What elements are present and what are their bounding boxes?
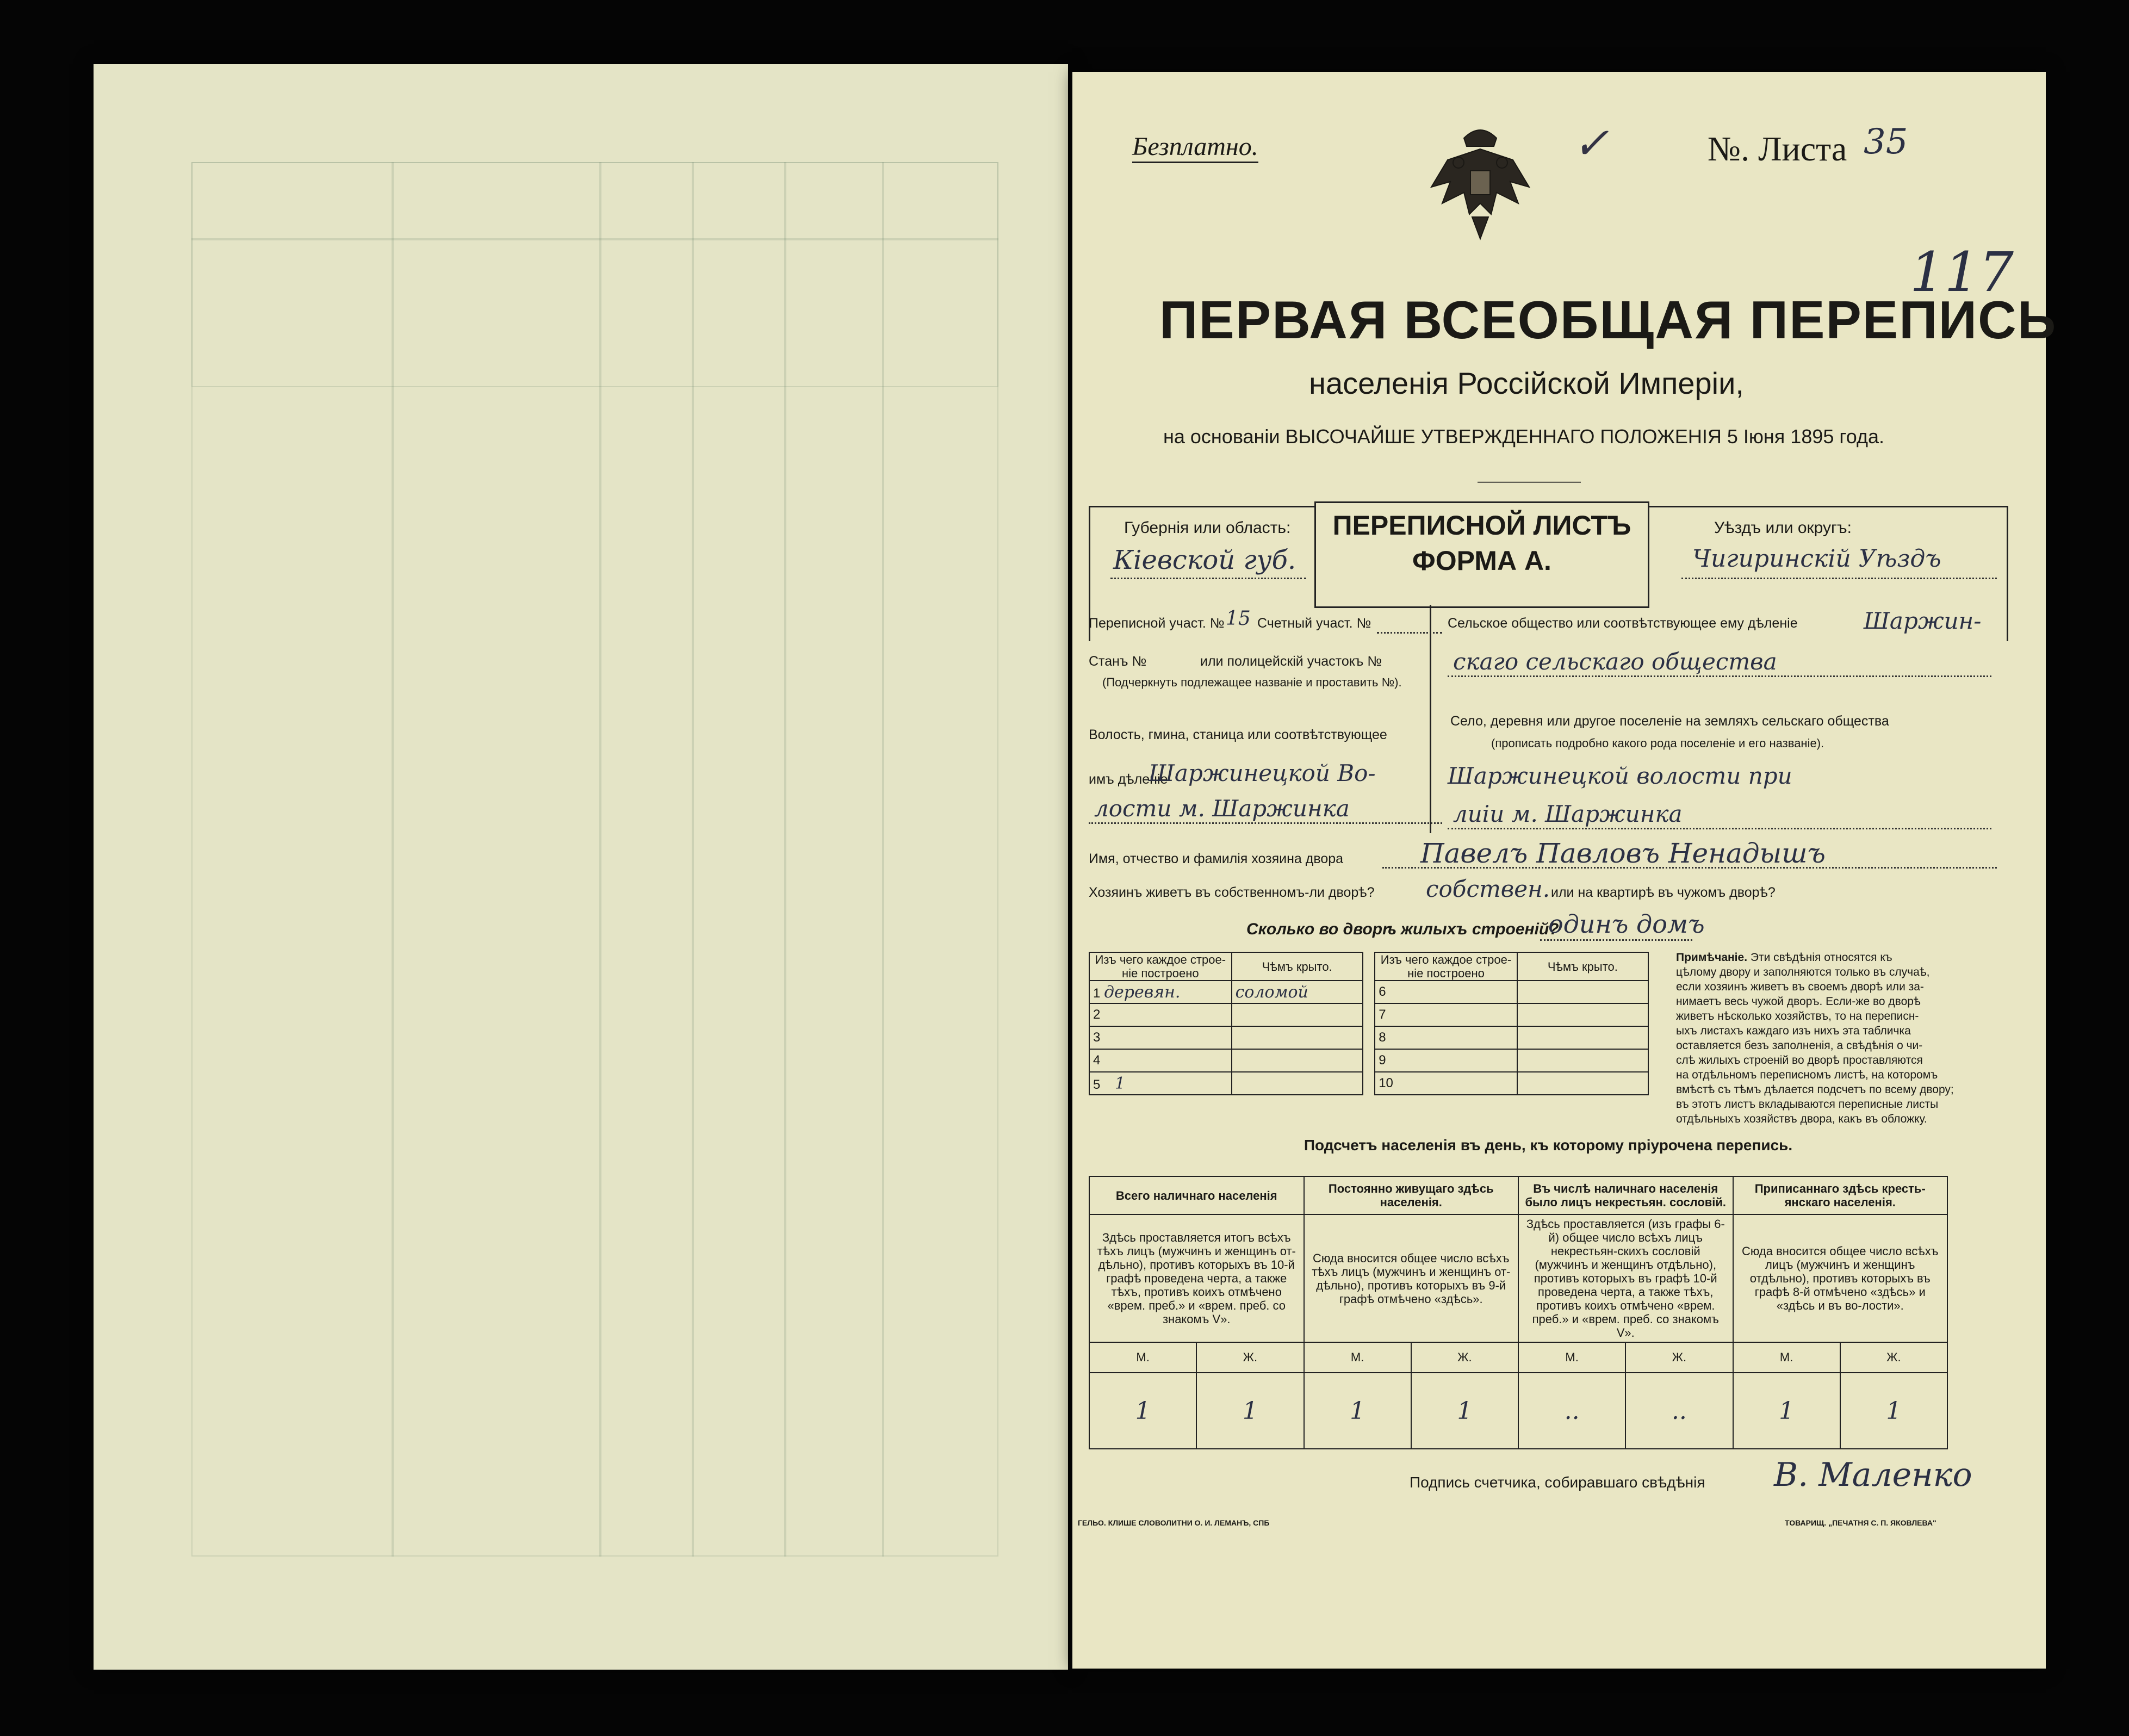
village-value: Шаржинецкой волости при <box>1448 762 1792 789</box>
uezd-underline <box>1681 578 1997 579</box>
village-label: Село, деревня или другое поселеніе на земляхъ сельскаго общества <box>1450 714 1889 729</box>
note-line: Эти свѣдѣнія относятся къ <box>1750 951 1892 964</box>
count-value: .. <box>1625 1373 1733 1449</box>
male-header: М. <box>1518 1342 1625 1373</box>
male-header: М. <box>1089 1342 1196 1373</box>
buildings-underline <box>1540 939 1692 941</box>
roof-cell: соломой <box>1232 981 1363 1003</box>
faded-column-line <box>692 162 694 1557</box>
stan-label: Станъ № <box>1089 654 1147 669</box>
row-number: 1 <box>1093 985 1101 1001</box>
note-line: вмѣстѣ съ тѣмъ дѣлается подсчетъ по всему двору; <box>1676 1083 1954 1096</box>
owner-name-underline <box>1382 867 1997 869</box>
check-mark: ✓ <box>1573 118 1610 169</box>
owner-name-value: Павелъ Павловъ Ненадышъ <box>1420 838 1826 869</box>
faded-column-line <box>392 162 394 1557</box>
faded-column-line <box>784 162 786 1557</box>
society-label: Сельское общество или соотвѣтствующее ему дѣленіе <box>1448 616 1798 631</box>
gubernia-value: Кіевской губ. <box>1113 545 1296 575</box>
row-number: 4 <box>1089 1049 1232 1072</box>
table-row <box>1089 981 1648 1003</box>
form-title: ПЕРВАЯ ВСЕОБЩАЯ ПЕРЕПИСЬ <box>1159 290 2057 350</box>
note-line: отдѣльныхъ хозяйствъ двора, какъ въ обложку. <box>1676 1113 1927 1125</box>
footer-right: ТОВАРИЩ. „ПЕЧАТНЯ С. П. ЯКОВЛЕВА" <box>1785 1518 1936 1527</box>
count-value: 1 <box>1411 1373 1518 1449</box>
row-number: 10 <box>1375 1072 1517 1095</box>
row-number: 5 <box>1093 1077 1101 1092</box>
village-underline <box>1448 828 1991 829</box>
uchastok-label: Переписной участ. № <box>1089 616 1225 631</box>
census-form-page <box>1072 72 2057 1669</box>
imperial-eagle-icon <box>1426 122 1535 247</box>
count-value: .. <box>1518 1373 1625 1449</box>
uchastok-value: 15 <box>1226 607 1251 630</box>
row-number: 6 <box>1375 981 1517 1003</box>
note-line: ыхъ листахъ каждаго изъ нихъ эта табличка <box>1676 1025 1911 1037</box>
uezd-value: Чигиринскій Уѣздъ <box>1692 545 1941 573</box>
buildings-value: одинъ домъ <box>1548 909 1705 939</box>
village-note: (прописать подробно какого рода поселеніе и его названіе). <box>1491 736 1824 750</box>
table-row <box>1089 1049 1648 1072</box>
faded-table-header <box>191 162 998 240</box>
underline-note: (Подчеркнуть подлежащее названіе и проставить №). <box>1102 675 1402 689</box>
count-head-4: Приписаннаго здѣсь кресть-янскаго населенія. <box>1733 1176 1948 1214</box>
volost-value2: лости м. Шаржинка <box>1094 795 1350 822</box>
count-value: 1 <box>1304 1373 1411 1449</box>
owner-lives-value: собствен. <box>1426 876 1550 902</box>
note-line: живетъ нѣсколько хозяйствъ, то на переписн- <box>1676 1010 1919 1022</box>
faded-table-header-2 <box>191 238 998 387</box>
buildings-table-header <box>1089 952 1648 981</box>
material-cell: деревян. <box>1104 982 1181 1002</box>
signature-label: Подпись счетчика, собиравшаго свѣдѣнія <box>1410 1474 1705 1491</box>
volost-underline <box>1089 822 1442 824</box>
count-desc-3: Здѣсь проставляется (изъ графы 6-й) общее число всѣхъ лицъ некрестьян-скихъ сословій (мужчинъ и женщинъ отдѣльно), противъ которыхъ въ графѣ 10-й проведена черта, а также тѣхъ, противъ коихъ отмѣчено «врем. преб.» и «врем. преб. со знакомъ V». <box>1518 1214 1733 1342</box>
volost-label2: имъ дѣленіе <box>1089 772 1168 787</box>
note-line: въ этотъ листъ вкладываются переписные листы <box>1676 1098 1939 1111</box>
archive-number: 117 <box>1910 240 2014 304</box>
count-title: Подсчетъ населенія въ день, къ которому пріурочена перепись. <box>1304 1137 1793 1154</box>
note-line: если хозяинъ живетъ въ своемъ дворѣ или за- <box>1676 981 1924 993</box>
ornament-divider <box>1478 481 1581 483</box>
count-head-1: Всего наличнаго населенія <box>1089 1176 1304 1214</box>
note-line: слѣ жилыхъ строеній во дворѣ проставляются <box>1676 1054 1923 1067</box>
schetny-label: Счетный участ. № <box>1257 616 1371 631</box>
faded-column-line <box>882 162 884 1557</box>
schetny-underline <box>1377 632 1442 634</box>
sheet-number-label: №. Листа <box>1708 129 1847 168</box>
roof-header-2: Чѣмъ крыто. <box>1517 952 1648 981</box>
count-head-3: Въ числѣ наличнаго населенія было лицъ некрестьян. сословій. <box>1518 1176 1733 1214</box>
female-header: Ж. <box>1625 1342 1733 1373</box>
owner-lives-label: Хозяинъ живетъ въ собственномъ-ли дворѣ? <box>1089 885 1375 900</box>
row-number: 2 <box>1089 1003 1232 1026</box>
note-lead: Примѣчаніе. <box>1676 951 1748 964</box>
note-line: на отдѣльномъ переписномъ листѣ, на которомъ <box>1676 1069 1938 1081</box>
material-header: Изъ чего каждое строе-ніе построено <box>1089 952 1232 981</box>
female-header: Ж. <box>1411 1342 1518 1373</box>
material-header-2: Изъ чего каждое строе-ніе построено <box>1375 952 1517 981</box>
footer-left: ГЕЛЬО. КЛИШЕ СЛОВОЛИТНИ О. И. ЛЕМАНЪ, СПБ <box>1078 1518 1270 1527</box>
signature-value: В. Маленко <box>1774 1456 1972 1494</box>
male-header: М. <box>1733 1342 1840 1373</box>
count-value: 1 <box>1196 1373 1304 1449</box>
sheet-number-value: 35 <box>1864 122 1908 162</box>
note-block <box>1676 950 1981 1126</box>
note-line: нимаетъ весь чужой дворъ. Если-же во дворѣ <box>1676 995 1921 1008</box>
table-row <box>1089 1003 1648 1026</box>
gubernia-underline <box>1110 578 1306 579</box>
row-number: 8 <box>1375 1026 1517 1049</box>
form-type-line2: ФОРМА А. <box>1412 545 1551 576</box>
table-row <box>1089 1026 1648 1049</box>
police-label: или полицейскій участокъ № <box>1200 654 1382 669</box>
form-type-line1: ПЕРЕПИСНОЙ ЛИСТЪ <box>1332 510 1631 541</box>
note-line: оставляется безъ заполненія, а свѣдѣнія о чи- <box>1676 1039 1923 1052</box>
count-value: 1 <box>1733 1373 1840 1449</box>
male-header: М. <box>1304 1342 1411 1373</box>
material-cell: 1 <box>1115 1074 1126 1093</box>
count-head-2: Постоянно живущаго здѣсь населенія. <box>1304 1176 1519 1214</box>
female-header: Ж. <box>1196 1342 1304 1373</box>
owner-lives-label2: или на квартирѣ въ чужомъ дворѣ? <box>1551 885 1776 900</box>
count-value: 1 <box>1840 1373 1947 1449</box>
owner-name-label: Имя, отчество и фамилія хозяина двора <box>1089 851 1344 866</box>
volost-label: Волость, гмина, станица или соотвѣтствующее <box>1089 727 1387 742</box>
society-value: Шаржин- <box>1864 607 1982 634</box>
volost-value: Шаржинецкой Во- <box>1149 760 1376 786</box>
uezd-label: Уѣздъ или округъ: <box>1714 519 1852 537</box>
row-number: 9 <box>1375 1049 1517 1072</box>
form-subtitle: населенія Россійской Имперіи, <box>1309 366 1744 400</box>
row-number: 7 <box>1375 1003 1517 1026</box>
free-label: Безплатно. <box>1132 132 1258 163</box>
count-desc-4: Сюда вносится общее число всѣхъ лицъ (мужчинъ и женщинъ отдѣльно), противъ которыхъ въ графѣ 8-й отмѣчено «здѣсь» и «здѣсь и въ во-лости». <box>1733 1214 1948 1342</box>
society-underline <box>1448 675 1991 677</box>
society-value2: скаго сельскаго общества <box>1453 648 1777 675</box>
roof-header: Чѣмъ крыто. <box>1232 952 1363 981</box>
village-value2: лиіи м. Шаржинка <box>1453 801 1683 827</box>
count-value: 1 <box>1089 1373 1196 1449</box>
gubernia-label: Губернія или область: <box>1124 519 1291 537</box>
form-basis: на основаніи ВЫСОЧАЙШЕ УТВЕРЖДЕННАГО ПОЛОЖЕНІЯ 5 Іюня 1895 года. <box>1163 425 1884 448</box>
population-count-table <box>1089 1176 1948 1449</box>
fields-divider <box>1430 605 1431 833</box>
faded-column-line <box>599 162 601 1557</box>
buildings-table <box>1089 952 1649 1095</box>
female-header: Ж. <box>1840 1342 1947 1373</box>
buildings-label: Сколько во дворѣ жилыхъ строеній? <box>1246 920 1559 938</box>
note-line: цѣлому двору и заполняются только въ случаѣ, <box>1676 966 1930 978</box>
row-number: 3 <box>1089 1026 1232 1049</box>
count-desc-1: Здѣсь проставляется итогъ всѣхъ тѣхъ лицъ (мужчинъ и женщинъ от-дѣльно), противъ которыхъ въ 10-й графѣ проведена черта, а также тѣхъ, противъ коихъ отмѣчено «врем. преб.» и «врем. преб. со знакомъ V». <box>1089 1214 1304 1342</box>
table-row <box>1089 1072 1648 1095</box>
count-desc-2: Сюда вносится общее число всѣхъ тѣхъ лицъ (мужчинъ и женщинъ от-дѣльно), противъ которыхъ въ 9-й графѣ отмѣчено «здѣсь». <box>1304 1214 1519 1342</box>
left-page <box>94 64 1068 1670</box>
